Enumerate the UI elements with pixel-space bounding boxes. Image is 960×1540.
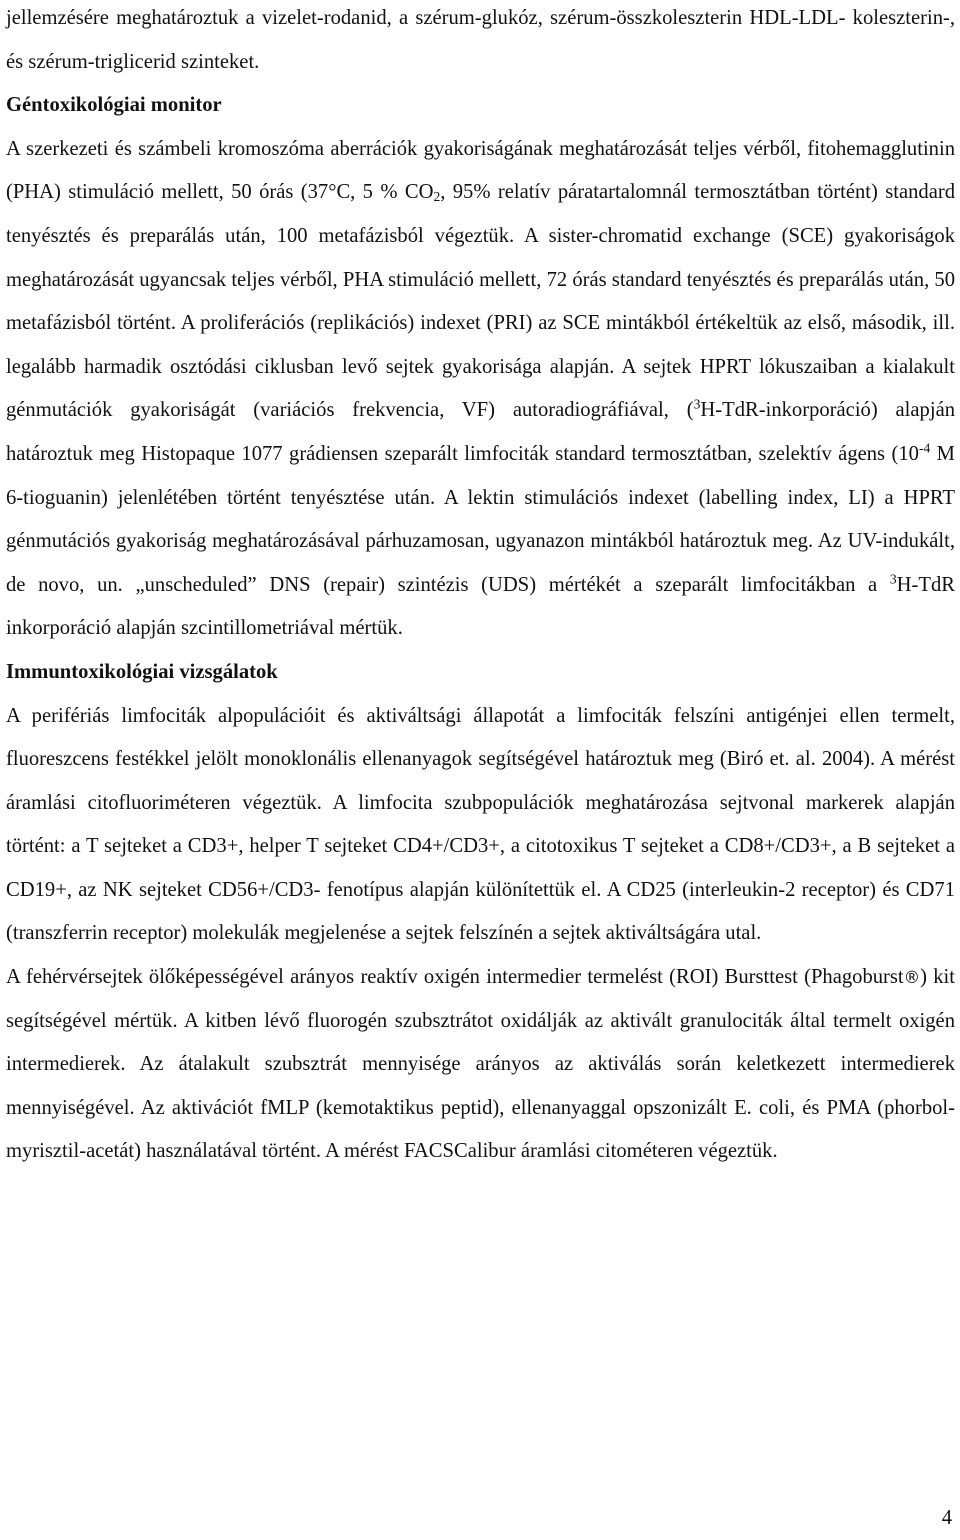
- page-number: 4: [941, 1507, 952, 1529]
- co2-subscript: 2: [433, 189, 441, 205]
- roi-text-2: ) kit segítségével mértük. A kitben lévő fluorogén szubsztrátot oxidálják az aktivált granulociták által termelt oxigén intermedierek. Az átalakult szubsztrát mennyisége arányos az aktiválás során keletkezett intermedierek mennyiségével. Az aktivációt fMLP (kemotaktikus peptid), ellenanyaggal opszonizált E. coli, és PMA (phorbol-myrisztil-acetát) használatával történt. A mérést FACSCalibur áramlási citométeren végeztük.: [6, 966, 955, 1163]
- genotox-text-6: H-TdR inkorporáció alapján szcintillometriával mértük.: [6, 573, 955, 640]
- immunotoxicology-paragraph: A perifériás limfociták alpopulációit és aktiváltsági állapotát a limfociták felszíni antigénjei ellen termelt, fluoreszcens festékkel jelölt monoklonális ellenanyagok segítségével határoztuk meg (Biró et. al. 2004). A mérést áramlási citofluoriméteren végeztük. A limfocita szubpopulációk meghatározása sejtvonal markerek alapján történt: a T sejteket a CD3+, helper T sejteket CD4+/CD3+, a citotoxikus T sejteket a CD8+/CD3+, a B sejteket a CD19+, az NK sejteket CD56+/CD3- fenotípus alapján különítettük el. A CD25 (interleukin-2 receptor) és CD71 (transzferrin receptor) molekulák megjelenése a sejtek felszínén a sejtek aktiváltságára utal.: [6, 704, 955, 945]
- registered-trademark-symbol: ®: [903, 968, 921, 988]
- genotoxicology-paragraph: [6, 128, 955, 651]
- genotox-text-2: C, 5 % CO: [336, 181, 434, 204]
- document-page: [6, 0, 955, 1174]
- genotox-text-4: H-TdR-inkorporáció) alapján határoztuk meg Histopaque 1077 grádiensen szeparált limfociták standard termosztátban, szelektív ágens (10: [6, 399, 955, 465]
- genotox-text-3: , 95% relatív páratartalomnál termosztátban történt) standard tenyésztés és preparálás után, 100 metafázisból végeztük. A sister-chromatid exchange (SCE) gyakoriságok meghatározását ugyancsak teljes vérből, PHA stimuláció mellett, 72 órás standard tenyésztés és preparálás után, 50 metafázisból történt. A proliferációs (replikációs) indexet (PRI) az SCE mintákból értékeltük az első, második, ill. legalább harmadik osztódási ciklusban levő sejtek gyakorisága alapján. A sejtek HPRT lókuszaiban a kialakult génmutációk gyakoriságát (variációs frekvencia, VF) autoradiográfiával, (: [6, 181, 955, 422]
- section-heading-immunotoxicology: Immuntoxikológiai vizsgálatok: [6, 660, 278, 683]
- degree-symbol: °: [328, 181, 337, 204]
- exponent-superscript: -4: [918, 440, 931, 456]
- intro-paragraph: jellemzésére meghatároztuk a vizelet-rodanid, a szérum-glukóz, szérum-összkoleszterin HDL-LDL- koleszterin-, és szérum-triglicerid szinteket.: [6, 7, 955, 73]
- roi-paragraph: [6, 956, 955, 1174]
- roi-text-1: A fehérvérsejtek ölőképességével arányos reaktív oxigén intermedier termelést (ROI) Bursttest (Phagoburst: [6, 966, 904, 989]
- genotox-text-5: M 6-tioguanin) jelenlétében történt tenyésztése után. A lektin stimulációs indexet (labelling index, LI) a HPRT génmutációs gyakoriság meghatározásával párhuzamosan, ugyanazon mintákból határoztuk meg. Az UV-indukált, de novo, un. „unscheduled” DNS (repair) szintézis (UDS) mértékét a szeparált limfocitákban a: [6, 442, 955, 596]
- genotox-text-1: A szerkezeti és számbeli kromoszóma aberrációk gyakoriságának meghatározását teljes vérből, fitohemagglutinin (PHA) stimuláció mellett, 50 órás (37: [6, 137, 955, 204]
- section-heading-genotoxicology: Géntoxikológiai monitor: [6, 94, 222, 117]
- isotope-superscript: 3: [889, 571, 897, 587]
- isotope-superscript: 3: [693, 396, 701, 412]
